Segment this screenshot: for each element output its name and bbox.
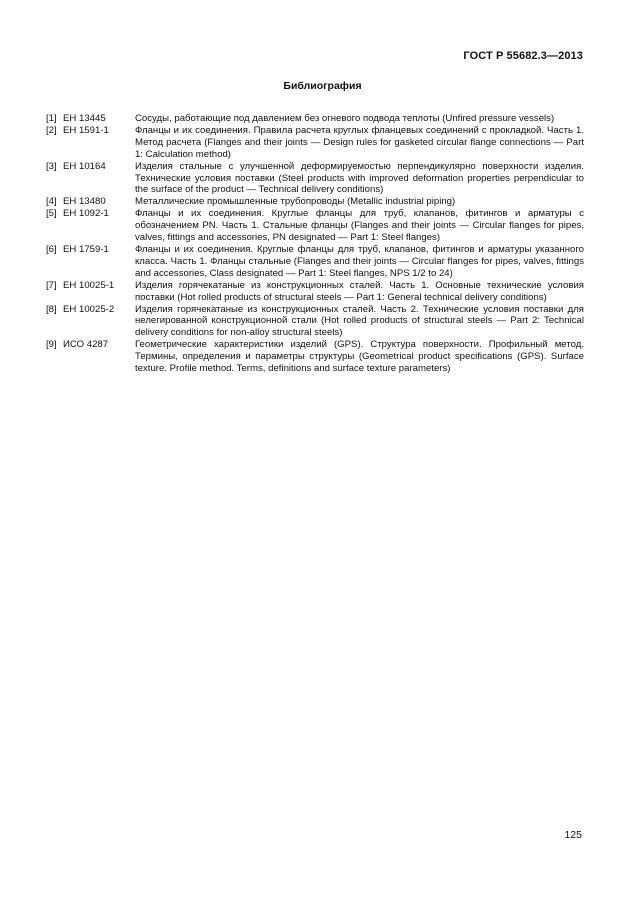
- bibliography-entry: [46, 339, 584, 375]
- entry-code: ЕН 10025-1: [63, 279, 115, 291]
- entry-code: ЕН 10025-2: [63, 303, 115, 315]
- entry-text: Сосуды, работающие под давлением без огневого подвода теплоты (Unfired pressure vessels): [135, 113, 555, 124]
- entry-text: Геометрические характеристики изделий (GPS). Структура поверхности. Профильный метод. Термины, определения и параметры структуры (Geometrical product specifications (GPS). Surface texture. Profile method. Terms, definitions and surface texture parameters): [135, 339, 584, 375]
- entry-code: ЕН 13445: [63, 113, 106, 124]
- entry-code: ЕН 1092-1: [63, 208, 109, 220]
- bibliography-entry: [46, 208, 584, 244]
- entry-number: [8]: [46, 303, 57, 315]
- entry-number: [1]: [46, 113, 57, 124]
- bibliography-entry: [46, 304, 584, 340]
- entry-number: [6]: [46, 243, 57, 255]
- entry-number: [4]: [46, 196, 57, 208]
- section-title: Библиография: [283, 80, 362, 92]
- bibliography-entry: [46, 280, 584, 304]
- bibliography-entry: [46, 244, 584, 280]
- bibliography-entry: [46, 196, 584, 208]
- entry-text: Металлические промышленные трубопроводы (Metallic industrial piping): [135, 196, 456, 208]
- entry-text: Изделия стальные с улучшенной деформируемостью перпендикулярно поверхности изделия. Технические условия поставки (Steel products with improved deformation properties perpendicular to the surface of the product — Technical delivery conditions): [135, 160, 584, 196]
- entry-number: [5]: [46, 208, 57, 220]
- entry-code: ИСО 4287: [63, 339, 109, 351]
- page-number: 125: [564, 829, 582, 841]
- entry-number: [9]: [46, 339, 57, 351]
- entry-text: Изделия горячекатаные из конструкционных сталей. Часть 2. Технические условия поставки для нелегированной конструкционной стали (Hot rolled products of structural steels — Part 2: Technical delivery conditions for non-alloy structural steels): [135, 303, 584, 339]
- bibliography-list: [46, 113, 584, 375]
- entry-text: Изделия горячекатаные из конструкционных сталей. Часть 1. Основные технические условия поставки (Hot rolled products of structural steels — Part 1: General technical delivery conditions): [135, 279, 584, 303]
- standard-designation: ГОСТ Р 55682.3—2013: [463, 50, 583, 62]
- entry-code: ЕН 1591-1: [63, 124, 109, 136]
- entry-code: ЕН 10164: [63, 160, 106, 172]
- entry-text: Фланцы и их соединения. Правила расчета круглых фланцевых соединений с прокладкой. Часть 1. Метод расчета (Flanges and their joints — Design rules for gasketed circular flange connections — Part 1: Calculation method): [135, 124, 584, 160]
- bibliography-entry: [46, 125, 584, 161]
- entry-text: Фланцы и их соединения. Круглые фланцы для труб, клапанов, фитингов и арматуры с обозначением PN. Часть 1. Стальные фланцы (Flanges and their joints — Circular flanges for pipes, valves, fittings and accessories, PN designated — Part 1: Steel flanges): [135, 208, 584, 244]
- entry-number: [2]: [46, 124, 57, 136]
- entry-text: Фланцы и их соединения. Круглые фланцы для труб, клапанов, фитингов и арматуры указанного класса. Часть 1. Фланцы стальные (Flanges and their joints — Circular flanges for pipes, valves, fittings and accessories, Class designated — Part 1: Steel flanges, NPS 1/2 to 24): [135, 243, 584, 279]
- bibliography-entry: [46, 113, 584, 125]
- entry-code: ЕН 13480: [63, 196, 106, 208]
- bibliography-entry: [46, 161, 584, 197]
- entry-code: ЕН 1759-1: [63, 243, 109, 255]
- entry-number: [3]: [46, 160, 57, 172]
- entry-number: [7]: [46, 279, 57, 291]
